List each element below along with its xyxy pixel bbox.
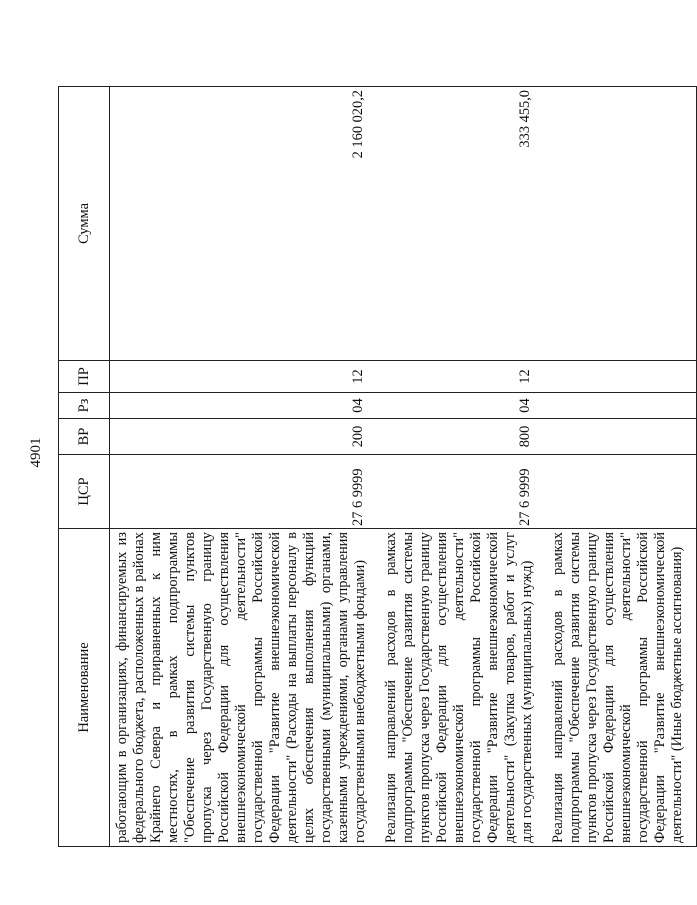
- row-rz: [546, 393, 697, 419]
- header-pr: ПР: [59, 361, 110, 393]
- row-sum: [546, 87, 697, 361]
- header-csr: ЦСР: [59, 455, 110, 529]
- row-vr: 200: [110, 419, 380, 455]
- row-rz: 04: [110, 393, 380, 419]
- row-rz: 04: [379, 393, 546, 419]
- row-csr: 27 6 9999: [110, 455, 380, 529]
- header-rz: Рз: [59, 393, 110, 419]
- row-name: Реализация направлений расходов в рамках подпрограммы "Обеспечение развития системы пунктов пропуска через Государственную границу Российской Федерации для осуществления внешнеэкономической деятельности" государственной программы Российской Федерации "Развитие внешнеэкономической деятельности" (Иные бюджетные ассигнования): [546, 529, 697, 847]
- budget-table: [58, 86, 697, 847]
- page-number: 4901: [28, 437, 44, 468]
- row-pr: 12: [110, 361, 380, 393]
- table-row: [110, 87, 380, 847]
- header-sum: Сумма: [59, 87, 110, 361]
- row-pr: [546, 361, 697, 393]
- row-name: работающим в организациях, финансируемых из федерального бюджета, расположенных в районах Крайнего Севера и приравненных к ним местностях, в рамках подпрограммы "Обеспечение развития системы пунктов пропуска через Государственную границу Российской Федерации для осуществления внешнеэкономической деятельности" государственной программы Российской Федерации "Развитие внешнеэкономической деятельности" (Расходы на выплаты персоналу в целях обеспечения выполнения функций государственными (муниципальными) органами, казенными учреждениями, органами управления государственными внебюджетными фондами): [110, 529, 380, 847]
- row-sum: 2 160 020,2: [110, 87, 380, 361]
- row-csr: 27 6 9999: [379, 455, 546, 529]
- table-row: [546, 87, 697, 847]
- row-sum: 333 455,0: [379, 87, 546, 361]
- row-csr: [546, 455, 697, 529]
- table-header-row: [59, 87, 110, 847]
- table-row: [379, 87, 546, 847]
- row-pr: 12: [379, 361, 546, 393]
- header-vr: ВР: [59, 419, 110, 455]
- row-vr: [546, 419, 697, 455]
- header-name: Наименование: [59, 529, 110, 847]
- row-vr: 800: [379, 419, 546, 455]
- row-name: Реализация направлений расходов в рамках подпрограммы "Обеспечение развития системы пунктов пропуска через Государственную границу Российской Федерации для осуществления внешнеэкономической деятельности" государственной программы Российской Федерации "Развитие внешнеэкономической деятельности" (Закупка товаров, работ и услуг для государственных (муниципальных) нужд): [379, 529, 546, 847]
